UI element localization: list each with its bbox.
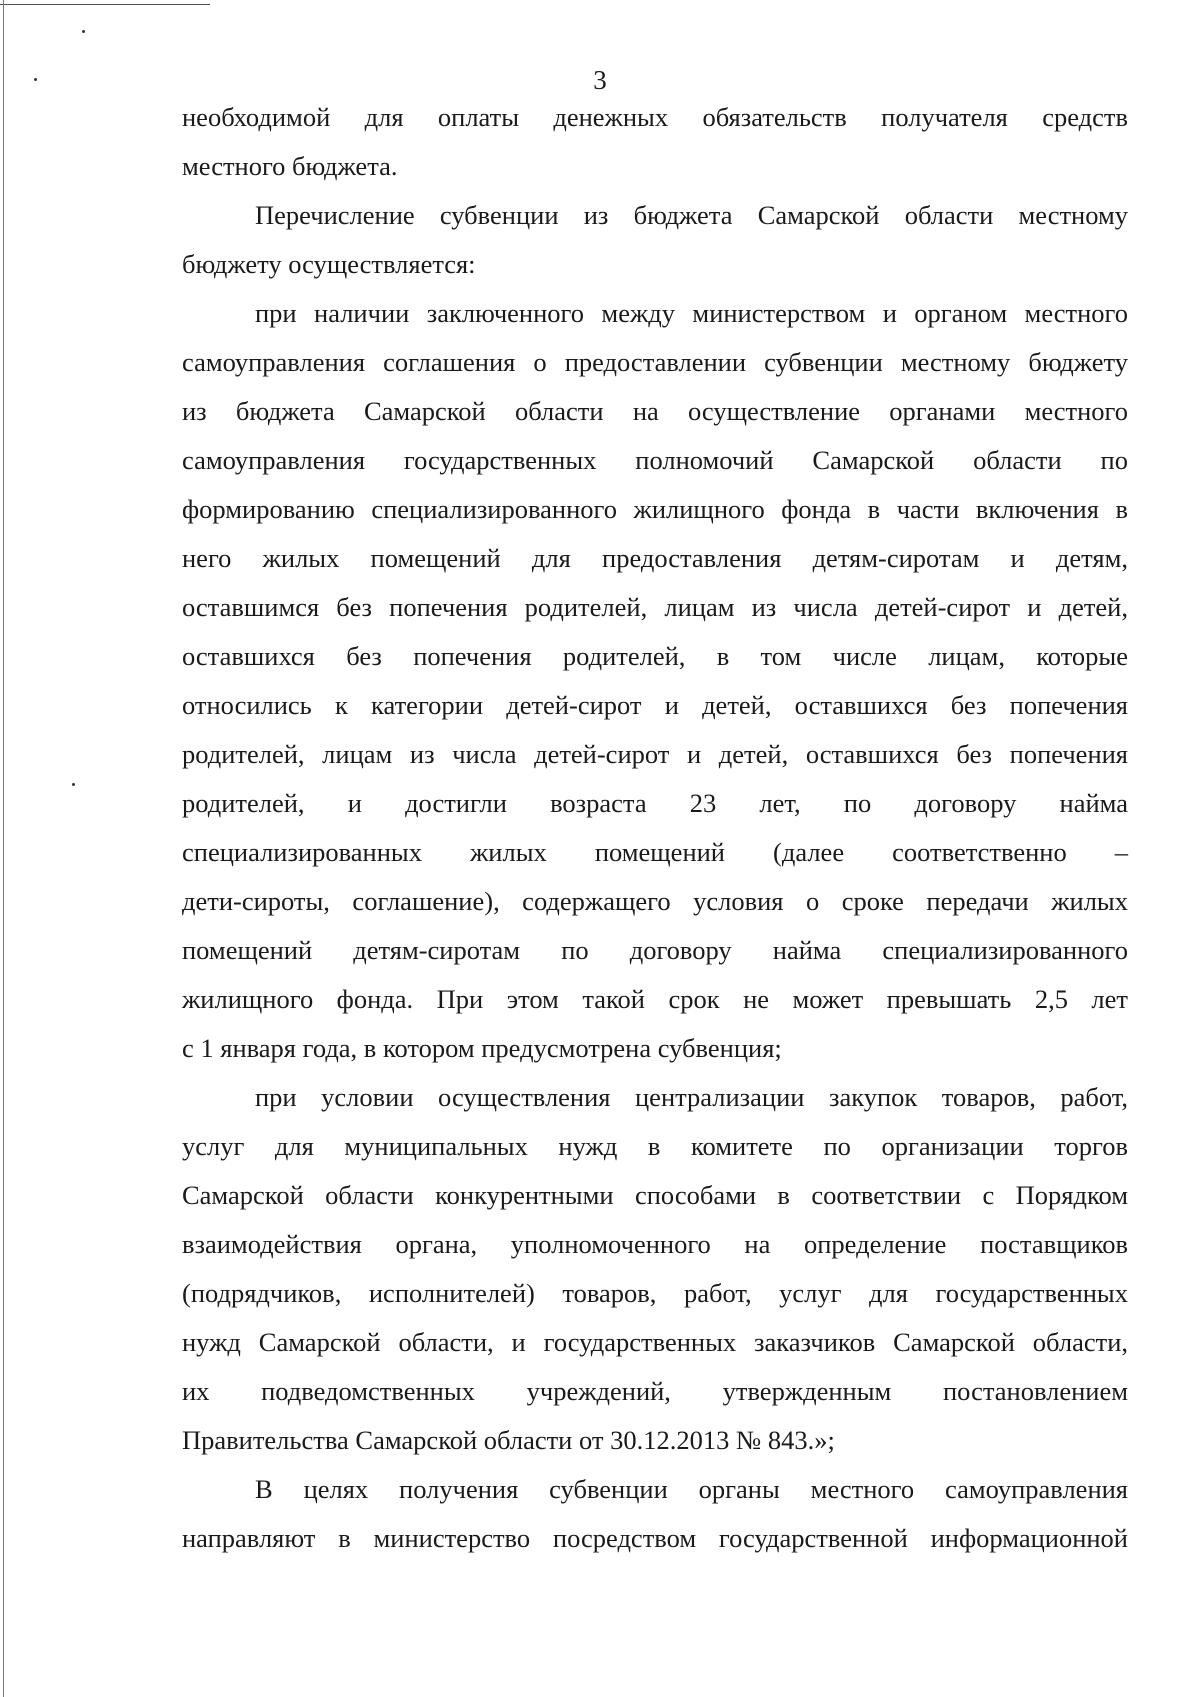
- text-line: при наличии заключенного между министерством и органом местного: [255, 298, 1128, 328]
- text-line: самоуправления соглашения о предоставлении субвенции местному бюджету: [182, 347, 1128, 377]
- document-body: [182, 93, 1128, 1563]
- text-line: оставшихся без попечения родителей, в том числе лицам, которые: [182, 641, 1128, 671]
- text-line: родителей, и достигли возраста 23 лет, по договору найма: [182, 788, 1128, 818]
- scan-top-rule: [0, 4, 210, 5]
- text-line: нужд Самарской области, и государственных заказчиков Самарской области,: [182, 1327, 1128, 1357]
- text-line: родителей, лицам из числа детей-сирот и детей, оставшихся без попечения: [182, 739, 1128, 769]
- text-line: Самарской области конкурентными способами в соответствии с Порядком: [182, 1180, 1128, 1210]
- text-line: (подрядчиков, исполнителей) товаров, работ, услуг для государственных: [182, 1278, 1128, 1308]
- text-line: с 1 января года, в котором предусмотрена субвенция;: [182, 1033, 782, 1063]
- text-line: него жилых помещений для предоставления детям-сиротам и детям,: [182, 543, 1128, 573]
- text-line: бюджету осуществляется:: [182, 249, 476, 279]
- scan-left-edge: [3, 0, 4, 1697]
- text-line: их подведомственных учреждений, утвержденным постановлением: [182, 1376, 1128, 1406]
- text-line: услуг для муниципальных нужд в комитете по организации торгов: [182, 1131, 1128, 1161]
- page-number: 3: [593, 65, 607, 95]
- text-line: дети-сироты, соглашение), содержащего условия о сроке передачи жилых: [182, 886, 1128, 916]
- text-line: оставшимся без попечения родителей, лицам из числа детей-сирот и детей,: [182, 592, 1128, 622]
- text-line: при условии осуществления централизации закупок товаров, работ,: [255, 1082, 1128, 1112]
- scan-speck: [72, 783, 75, 786]
- text-line: В целях получения субвенции органы местного самоуправления: [255, 1474, 1128, 1504]
- text-line: местного бюджета.: [182, 151, 398, 181]
- text-line: помещений детям-сиротам по договору найма специализированного: [182, 935, 1128, 965]
- text-line: относились к категории детей-сирот и детей, оставшихся без попечения: [182, 690, 1128, 720]
- text-line: взаимодействия органа, уполномоченного на определение поставщиков: [182, 1229, 1128, 1259]
- text-line: необходимой для оплаты денежных обязательств получателя средств: [182, 102, 1128, 132]
- text-line: самоуправления государственных полномочий Самарской области по: [182, 445, 1128, 475]
- text-line: из бюджета Самарской области на осуществление органами местного: [182, 396, 1128, 426]
- text-line: формированию специализированного жилищного фонда в части включения в: [182, 494, 1128, 524]
- text-line: Перечисление субвенции из бюджета Самарской области местному: [255, 200, 1128, 230]
- text-line: жилищного фонда. При этом такой срок не может превышать 2,5 лет: [182, 984, 1128, 1014]
- text-line: направляют в министерство посредством государственной информационной: [182, 1523, 1128, 1553]
- scan-speck: [82, 30, 85, 33]
- text-line: Правительства Самарской области от 30.12.2013 № 843.»;: [182, 1425, 835, 1455]
- text-line: специализированных жилых помещений (далее соответственно –: [182, 837, 1128, 867]
